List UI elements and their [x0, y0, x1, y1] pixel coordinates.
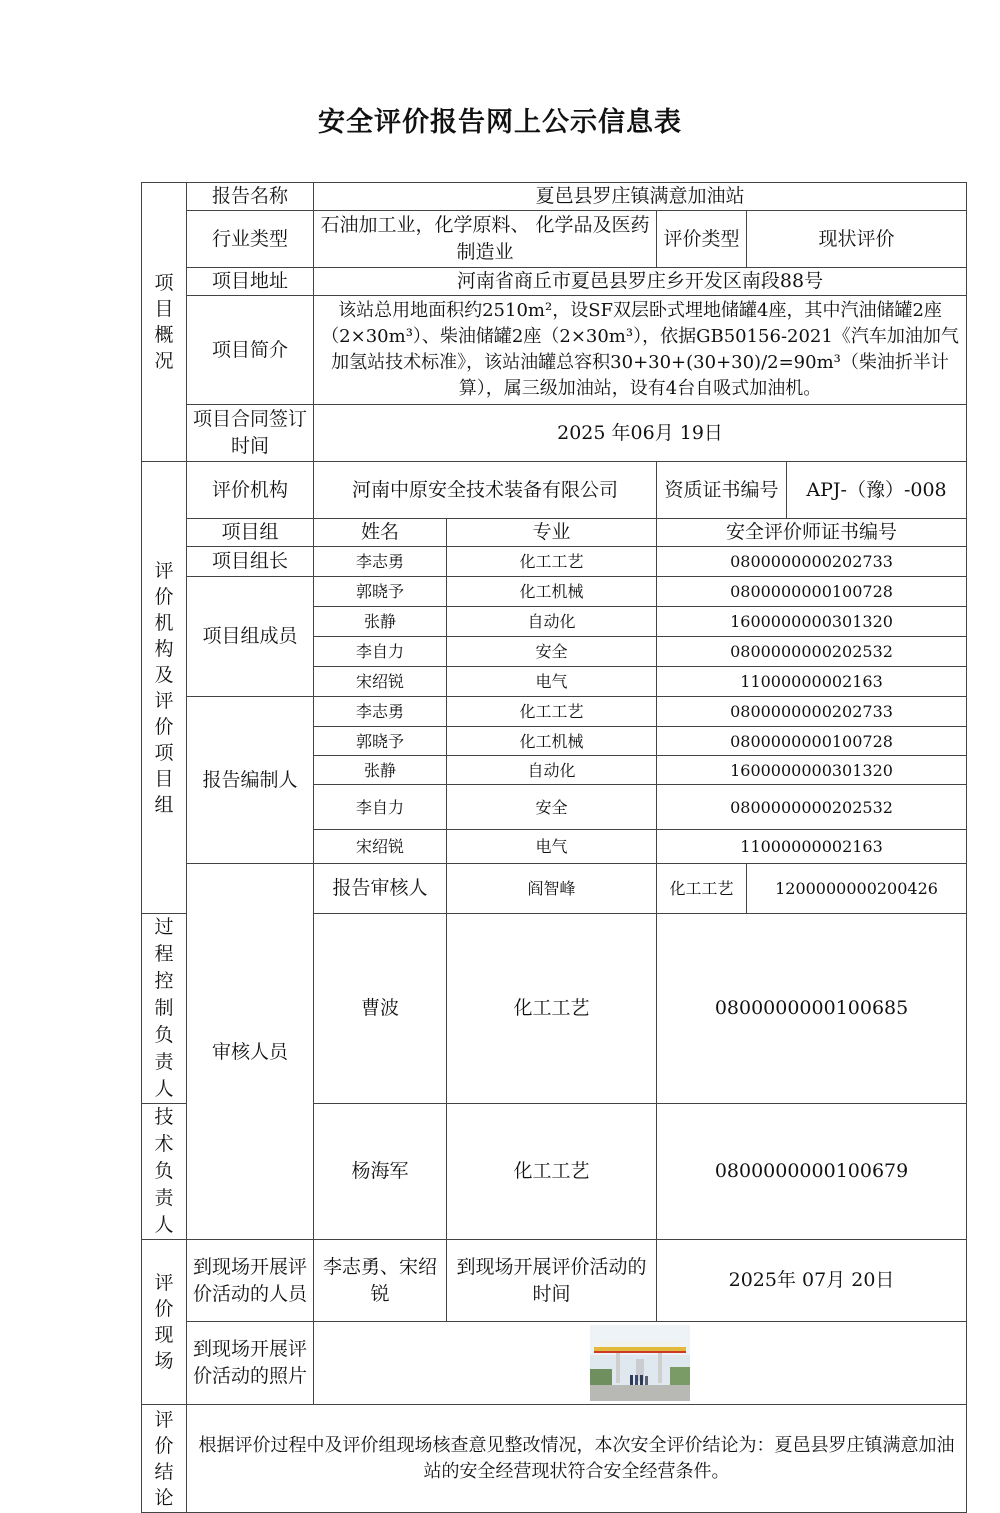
site-photo [590, 1325, 690, 1401]
intro-value: 该站总用地面积约2510m²，设SF双层卧式埋地储罐4座，其中汽油储罐2座（2×30m³）、柴油储罐2座（2×30m³），依据GB50156-2021《汽车加油加气加氢站技术标准》，该站油罐总容积30+30+(30+30)/2=90m³（柴油折半计算），属三级加油站，设有4台自吸式加油机。 [314, 296, 967, 405]
site-time: 2025年 07月 20日 [657, 1240, 967, 1322]
member-name: 宋绍锐 [314, 667, 447, 697]
section-conclusion: 评价结论 [142, 1405, 187, 1513]
author-name: 郭晓予 [314, 727, 447, 756]
site-people-label: 到现场开展评价活动的人员 [187, 1240, 314, 1322]
author-major: 电气 [447, 830, 657, 864]
author-name: 张静 [314, 756, 447, 785]
industry-label: 行业类型 [187, 211, 314, 268]
tech-label: 技术负责人 [142, 1104, 187, 1240]
member-major: 电气 [447, 667, 657, 697]
section-agency: 评价机构及评价项目组 [142, 462, 187, 914]
author-cert: 11000000002163 [657, 830, 967, 864]
site-people: 李志勇、宋绍锐 [314, 1240, 447, 1322]
eval-type-label: 评价类型 [657, 211, 747, 268]
site-photo-cell [314, 1322, 967, 1405]
report-name-label: 报告名称 [187, 183, 314, 211]
document-title: 安全评价报告网上公示信息表 [318, 107, 682, 138]
leader-label: 项目组长 [187, 547, 314, 577]
author-cert: 0800000000202733 [657, 697, 967, 727]
member-major: 自动化 [447, 607, 657, 637]
section-overview: 项目概况 [142, 183, 187, 462]
author-name: 李自力 [314, 785, 447, 830]
reviewer-major: 化工工艺 [657, 864, 747, 914]
author-cert: 1600000000301320 [657, 756, 967, 785]
member-cert: 0800000000202532 [657, 637, 967, 667]
leader-name: 李志勇 [314, 547, 447, 577]
author-cert: 0800000000202532 [657, 785, 967, 830]
author-major: 化工机械 [447, 727, 657, 756]
member-cert: 11000000002163 [657, 667, 967, 697]
header-cert: 安全评价师证书编号 [657, 519, 967, 547]
site-time-label: 到现场开展评价活动的时间 [447, 1240, 657, 1322]
author-name: 李志勇 [314, 697, 447, 727]
reviewer-label: 报告审核人 [314, 864, 447, 914]
contract-date: 2025 年06月 19日 [314, 405, 967, 462]
tech-major: 化工工艺 [447, 1104, 657, 1240]
leader-cert: 0800000000202733 [657, 547, 967, 577]
authors-label: 报告编制人 [187, 697, 314, 864]
author-cert: 0800000000100728 [657, 727, 967, 756]
member-name: 李自力 [314, 637, 447, 667]
process-major: 化工工艺 [447, 914, 657, 1104]
section-site: 评价现场 [142, 1240, 187, 1405]
industry-value: 石油加工业，化学原料、 化学品及医药制造业 [314, 211, 657, 268]
member-major: 安全 [447, 637, 657, 667]
author-major: 安全 [447, 785, 657, 830]
process-name: 曹波 [314, 914, 447, 1104]
process-cert: 0800000000100685 [657, 914, 967, 1104]
agency-label: 评价机构 [187, 462, 314, 519]
contract-label: 项目合同签订时间 [187, 405, 314, 462]
tech-name: 杨海军 [314, 1104, 447, 1240]
site-photo-label: 到现场开展评价活动的照片 [187, 1322, 314, 1405]
author-name: 宋绍锐 [314, 830, 447, 864]
author-major: 化工工艺 [447, 697, 657, 727]
member-cert: 0800000000100728 [657, 577, 967, 607]
member-cert: 1600000000301320 [657, 607, 967, 637]
cert-no: APJ-（豫）-008 [787, 462, 967, 519]
report-name: 夏邑县罗庄镇满意加油站 [314, 183, 967, 211]
member-major: 化工机械 [447, 577, 657, 607]
leader-major: 化工工艺 [447, 547, 657, 577]
intro-label: 项目简介 [187, 296, 314, 405]
header-group: 项目组 [187, 519, 314, 547]
member-name: 郭晓予 [314, 577, 447, 607]
tech-cert: 0800000000100679 [657, 1104, 967, 1240]
author-major: 自动化 [447, 756, 657, 785]
reviewer-name: 阎智峰 [447, 864, 657, 914]
members-label: 项目组成员 [187, 577, 314, 697]
header-name: 姓名 [314, 519, 447, 547]
conclusion-text: 根据评价过程中及评价组现场核查意见整改情况，本次安全评价结论为：夏邑县罗庄镇满意加油站的安全经营现状符合安全经营条件。 [187, 1405, 967, 1513]
info-table [141, 182, 967, 1513]
section-review: 审核人员 [187, 864, 314, 1240]
member-name: 张静 [314, 607, 447, 637]
cert-label: 资质证书编号 [657, 462, 787, 519]
header-major: 专业 [447, 519, 657, 547]
agency-name: 河南中原安全技术装备有限公司 [314, 462, 657, 519]
process-label: 过程控制负责人 [142, 914, 187, 1104]
address-value: 河南省商丘市夏邑县罗庄乡开发区南段88号 [314, 268, 967, 296]
reviewer-cert: 1200000000200426 [747, 864, 967, 914]
address-label: 项目地址 [187, 268, 314, 296]
eval-type-value: 现状评价 [747, 211, 967, 268]
